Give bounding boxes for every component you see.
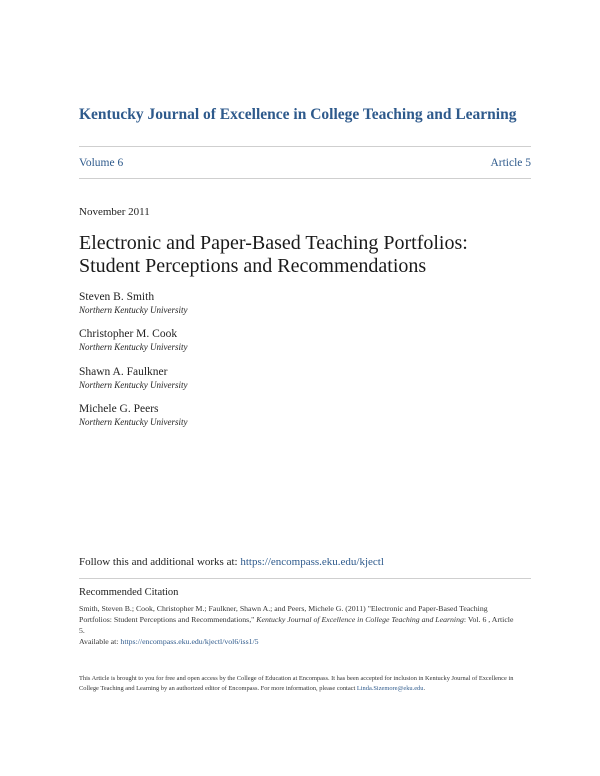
footer-note bbox=[79, 674, 529, 694]
contact-email-link[interactable]: Linda.Sizemore@eku.edu bbox=[356, 685, 424, 692]
citation-journal: Kentucky Journal of Excellence in College Teaching and Learning bbox=[256, 615, 464, 624]
author-name: Christopher M. Cook bbox=[79, 328, 178, 340]
follow-link[interactable]: https://encompass.eku.edu/kjectl bbox=[240, 556, 384, 568]
author-name: Steven B. Smith bbox=[79, 291, 155, 303]
author-entry bbox=[79, 328, 379, 353]
author-name: Michele G. Peers bbox=[79, 403, 159, 415]
publication-date: November 2011 bbox=[79, 206, 150, 218]
author-affiliation: Northern Kentucky University bbox=[79, 380, 188, 390]
volume-divider bbox=[79, 178, 531, 179]
author-entry bbox=[79, 366, 379, 391]
article-link[interactable]: Article 5 bbox=[490, 157, 531, 169]
citation-divider bbox=[79, 578, 531, 579]
author-affiliation: Northern Kentucky University bbox=[79, 417, 188, 427]
author-affiliation: Northern Kentucky University bbox=[79, 342, 188, 352]
article-title bbox=[79, 232, 539, 278]
article-title-line-1: Electronic and Paper-Based Teaching Portfolios: bbox=[79, 232, 468, 254]
citation-prefix: Smith, Steven B.; Cook, Christopher M.; Faulkner, Shawn A.; and Peers, Michele G. (2011) "Electronic and Paper-Based Teaching Portfolios: Student Perceptions and Recommendations," bbox=[79, 604, 488, 624]
article-title-line-2: Student Perceptions and Recommendations bbox=[79, 255, 427, 277]
journal-title[interactable]: Kentucky Journal of Excellence in College Teaching and Learning bbox=[79, 106, 517, 123]
citation-link[interactable]: https://encompass.eku.edu/kjectl/vol6/iss1/5 bbox=[120, 637, 259, 646]
follow-line bbox=[79, 556, 384, 568]
footer-text: This Article is brought to you for free and open access by the College of Education at Encompass. It has been accepted for inclusion in Kentucky Journal of Excellence in College Teaching and Learning by an authorized editor of Encompass. For more information, please contact bbox=[79, 675, 514, 692]
author-name: Shawn A. Faulkner bbox=[79, 366, 168, 378]
follow-label: Follow this and additional works at: bbox=[79, 556, 241, 568]
author-entry bbox=[79, 291, 379, 316]
citation-text bbox=[79, 603, 519, 647]
author-entry bbox=[79, 403, 379, 428]
footer-end: . bbox=[423, 685, 426, 692]
author-affiliation: Northern Kentucky University bbox=[79, 305, 188, 315]
citation-heading: Recommended Citation bbox=[79, 587, 179, 598]
top-divider bbox=[79, 146, 531, 147]
citation-suffix: : Vol. 6 , Article 5. bbox=[79, 615, 514, 635]
volume-link[interactable]: Volume 6 bbox=[79, 157, 124, 169]
available-label: Available at: bbox=[79, 637, 121, 646]
volume-article-row bbox=[79, 157, 531, 171]
